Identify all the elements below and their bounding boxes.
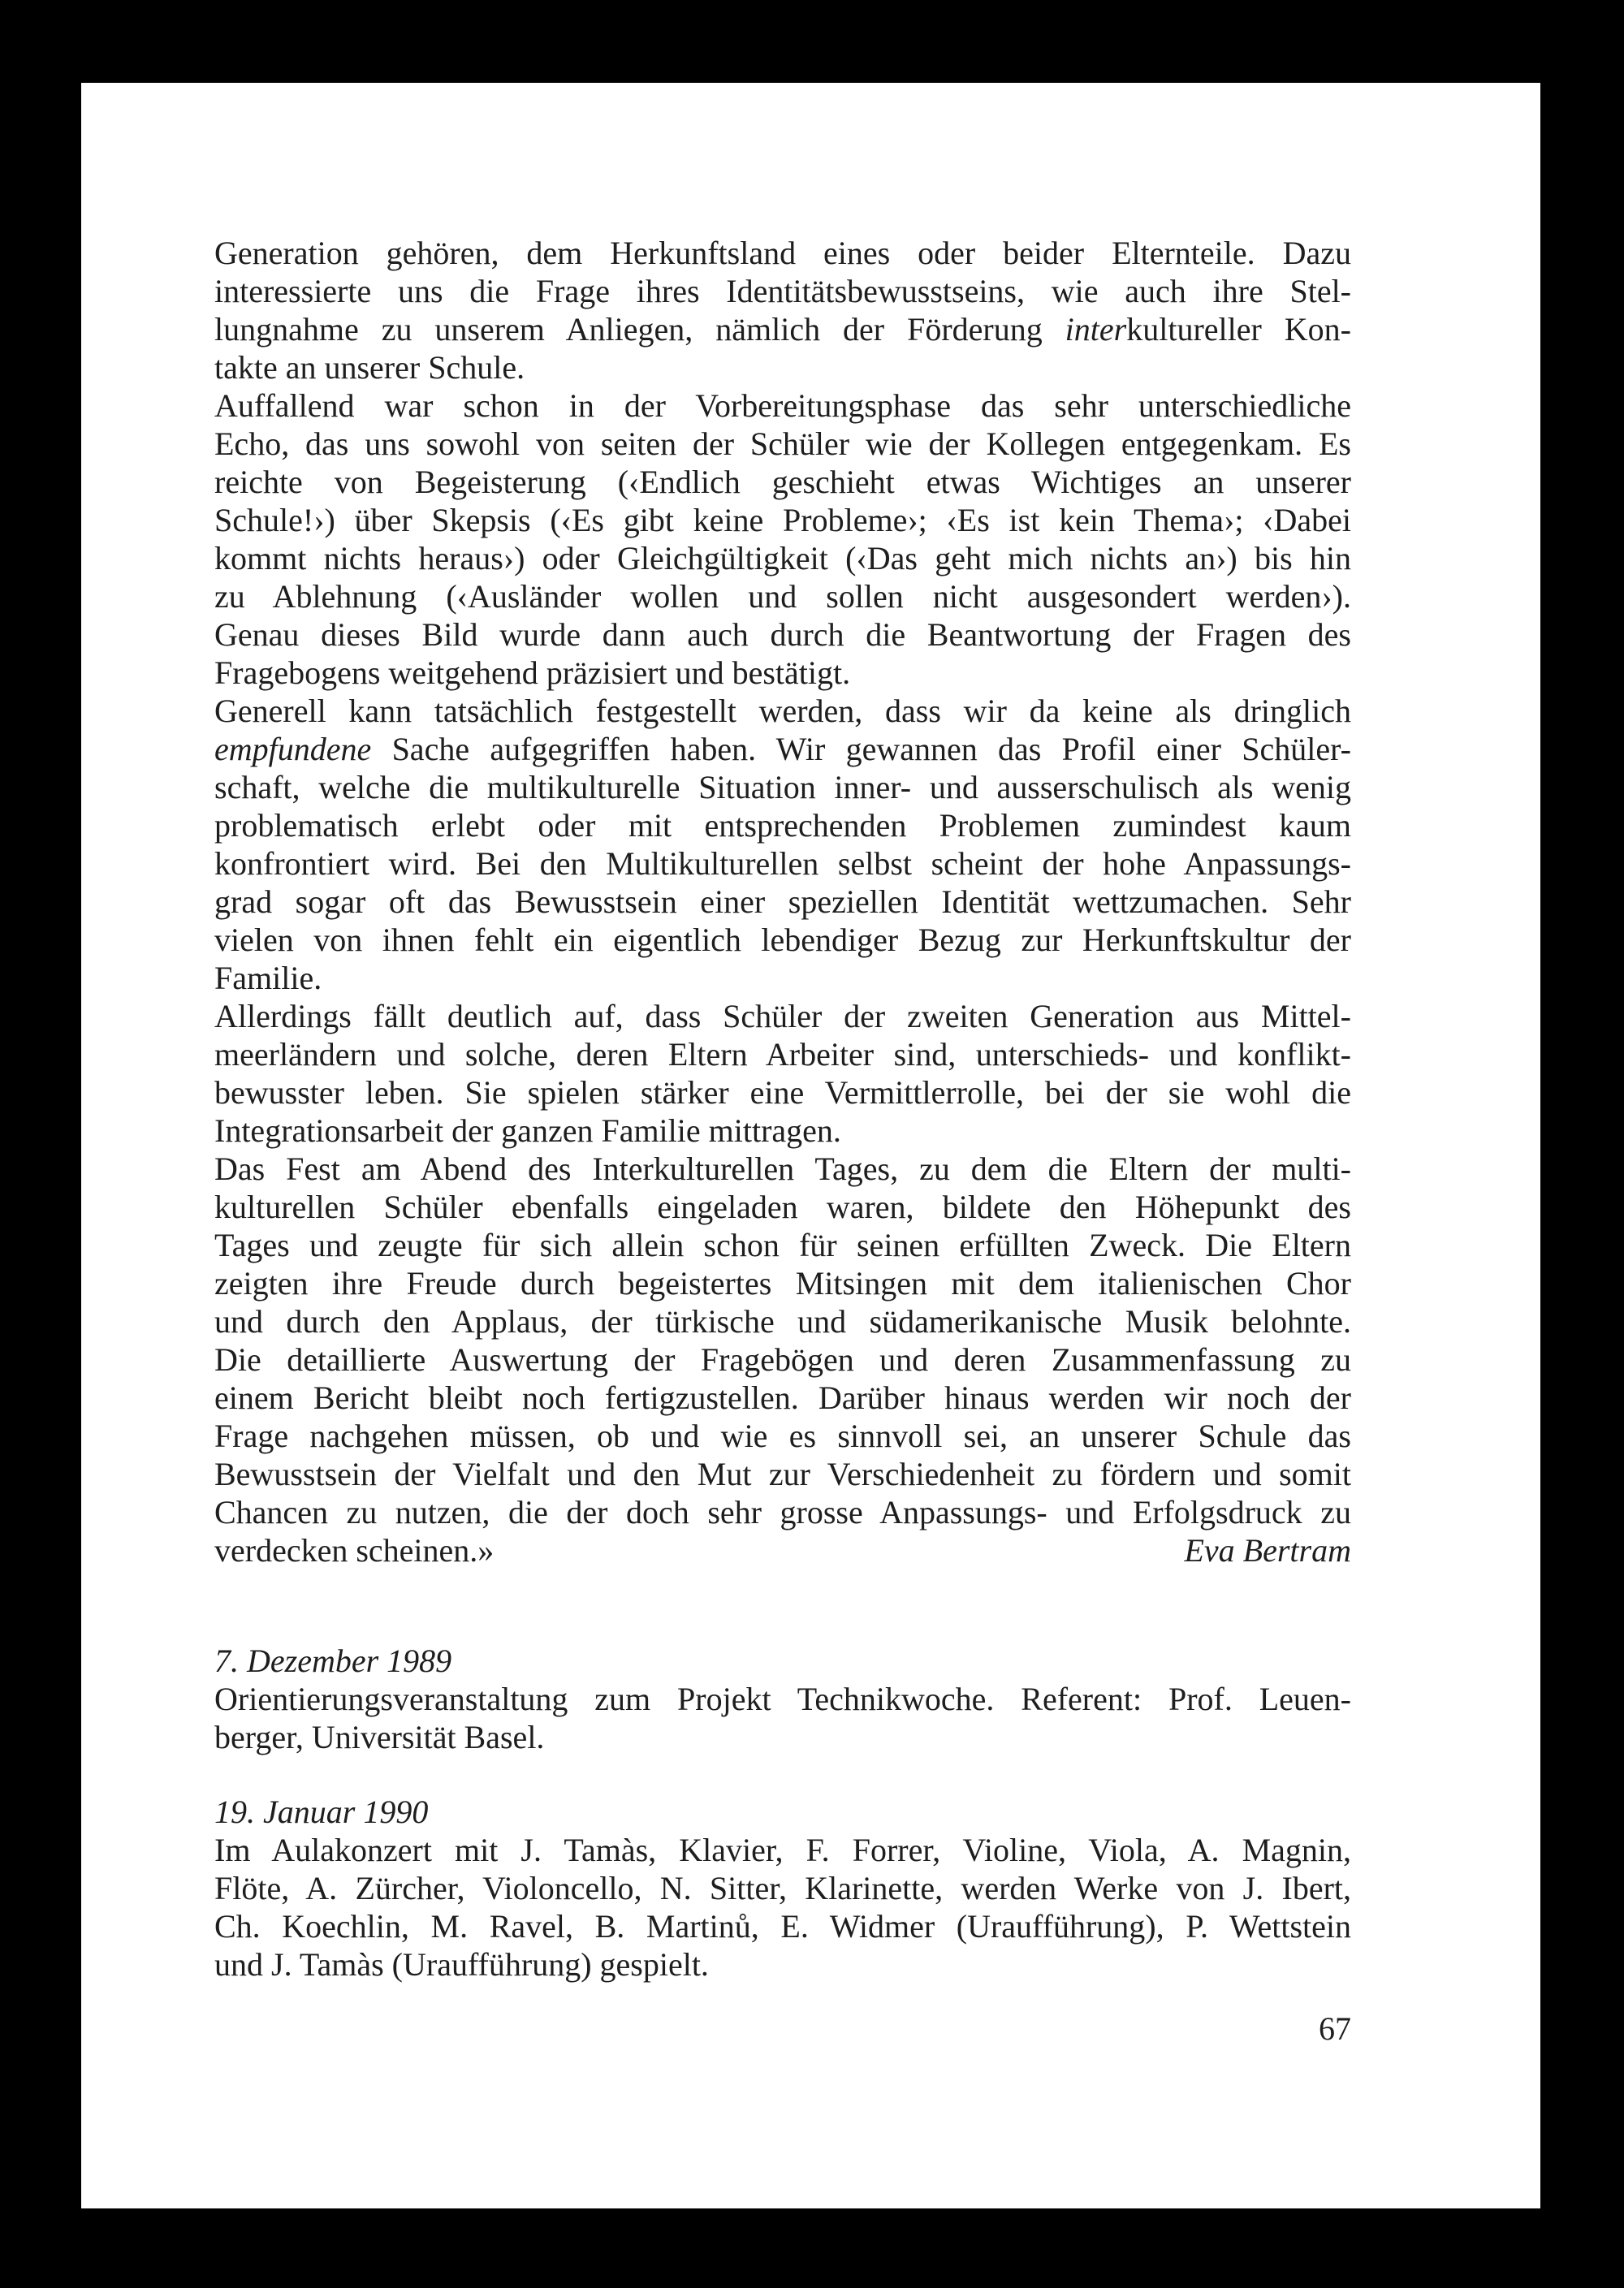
text-line [214,768,1351,806]
entry-date: 19. Januar 1990 [214,1794,429,1830]
text-segment: verdecken scheinen.» [214,1532,495,1569]
text-line [214,348,1351,386]
italic-text: empfundene [214,731,372,767]
text-line [214,1150,1351,1188]
text-segment: schaft, welche die multikulturelle Situation inner- und ausserschulisch als wenig [214,769,1351,805]
text-line [214,539,1351,577]
text-segment: Schule!›) über Skepsis (‹Es gibt keine Probleme›; ‹Es ist kein Thema›; ‹Dabei [214,502,1351,538]
text-line [214,1455,1351,1493]
text-line [214,1073,1351,1112]
text-line [214,501,1351,539]
text-line [214,654,1351,692]
text-line [214,883,1351,921]
entry-date: 7. Dezember 1989 [214,1643,452,1679]
text-line [214,1226,1351,1264]
text-line [214,1112,1351,1150]
text-segment: Familie. [214,960,322,996]
text-segment: Generation gehören, dem Herkunftsland eines oder beider Elternteile. Dazu [214,235,1351,271]
text-segment: Sache aufgegriffen haben. Wir gewannen das Profil einer Schüler- [371,731,1351,767]
text-segment: Chancen zu nutzen, die der doch sehr grosse Anpassungs- und Erfolgsdruck zu [214,1494,1351,1530]
text-segment: Generell kann tatsächlich festgestellt werden, dass wir da keine als dringlich [214,693,1351,729]
entry-text-line: und J. Tamàs (Uraufführung) gespielt. [214,1946,709,1983]
entry-text-line: Orientierungsveranstaltung zum Projekt Technikwoche. Referent: Prof. Leuen- [214,1681,1351,1717]
text-segment: und durch den Applaus, der türkische und südamerikanische Musik belohnte. [214,1303,1351,1340]
entry-text-line: Im Aulakonzert mit J. Tamàs, Klavier, F. Forrer, Violine, Viola, A. Magnin, [214,1832,1351,1868]
text-line [214,463,1351,501]
text-segment: Genau dieses Bild wurde dann auch durch die Beantwortung der Fragen des [214,616,1351,653]
text-segment: reichte von Begeisterung (‹Endlich geschieht etwas Wichtiges an unserer [214,464,1351,500]
text-segment: konfrontiert wird. Bei den Multikulturellen selbst scheint der hohe Anpassungs- [214,845,1351,882]
text-line [214,234,1351,272]
page-number: 67 [1319,2010,1351,2047]
text-line [214,1417,1351,1455]
text-segment: grad sogar oft das Bewusstsein einer speziellen Identität wettzumachen. Sehr [214,883,1351,920]
text-line [214,425,1351,463]
event-entry-januar-1990 [214,1793,1351,1984]
text-line [214,692,1351,730]
text-segment: zeigten ihre Freude durch begeistertes Mitsingen mit dem italienischen Chor [214,1265,1351,1302]
text-line [214,959,1351,997]
text-line [214,1035,1351,1073]
text-line [214,1302,1351,1340]
text-segment: vielen von ihnen fehlt ein eigentlich lebendiger Bezug zur Herkunftskultur der [214,922,1351,958]
text-line [214,730,1351,768]
text-segment: Frage nachgehen müssen, ob und wie es sinnvoll sei, an unserer Schule das [214,1418,1351,1454]
text-segment: bewusster leben. Sie spielen stärker eine Vermittlerrolle, bei der sie wohl die [214,1074,1351,1111]
entry-text-line: Flöte, A. Zürcher, Violoncello, N. Sitter, Klarinette, werden Werke von J. Ibert, [214,1870,1351,1906]
text-segment: kommt nichts heraus›) oder Gleichgültigkeit (‹Das geht mich nichts an›) bis hin [214,540,1351,576]
text-line [214,997,1351,1035]
text-segment: Tages und zeugte für sich allein schon für seinen erfüllten Zweck. Die Eltern [214,1227,1351,1263]
text-line [214,386,1351,425]
text-line [214,1531,1351,1569]
text-segment: takte an unserer Schule. [214,349,525,386]
text-segment: kultureller Kon- [1126,311,1351,348]
text-segment: zu Ablehnung (‹Ausländer wollen und sollen nicht ausgesondert werden›). [214,578,1351,615]
text-line [214,1379,1351,1417]
text-line [214,577,1351,615]
text-segment: Echo, das uns sowohl von seiten der Schüler wie der Kollegen entgegenkam. Es [214,425,1351,462]
text-segment: Auffallend war schon in der Vorbereitungsphase das sehr unterschiedliche [214,387,1351,424]
text-segment: problematisch erlebt oder mit entsprechenden Problemen zumindest kaum [214,807,1351,844]
text-line [214,310,1351,348]
text-segment: Die detaillierte Auswertung der Fragebögen und deren Zusammenfassung zu [214,1341,1351,1378]
text-line [214,1340,1351,1379]
text-line [214,1188,1351,1226]
text-segment: Bewusstsein der Vielfalt und den Mut zur Verschiedenheit zu fördern und somit [214,1456,1351,1492]
text-segment: interessierte uns die Frage ihres Identitätsbewusstseins, wie auch ihre Stel- [214,273,1351,309]
text-line [214,921,1351,959]
text-line [214,1264,1351,1302]
text-segment: Das Fest am Abend des Interkulturellen Tages, zu dem die Eltern der multi- [214,1150,1351,1187]
text-line [214,806,1351,844]
italic-text: inter [1065,311,1127,348]
entry-text-line: berger, Universität Basel. [214,1719,545,1755]
text-segment: Allerdings fällt deutlich auf, dass Schüler der zweiten Generation aus Mittel- [214,998,1351,1034]
text-segment: einem Bericht bleibt noch fertigzustellen. Darüber hinaus werden wir noch der [214,1379,1351,1416]
text-segment: meerländern und solche, deren Eltern Arbeiter sind, unterschieds- und konflikt- [214,1036,1351,1073]
text-line [214,615,1351,654]
entry-text-line: Ch. Koechlin, M. Ravel, B. Martinů, E. Widmer (Uraufführung), P. Wettstein [214,1908,1351,1945]
text-segment: Fragebogens weitgehend präzisiert und bestätigt. [214,654,851,691]
text-segment: Integrationsarbeit der ganzen Familie mittragen. [214,1112,841,1149]
text-segment: lungnahme zu unserem Anliegen, nämlich der Förderung [214,311,1065,348]
article-text [214,234,1351,1569]
document-page [81,83,1540,2208]
text-line [214,844,1351,883]
text-line [214,272,1351,310]
event-entry-dezember-1989 [214,1642,1351,1756]
text-segment: kulturellen Schüler ebenfalls eingeladen waren, bildete den Höhepunkt des [214,1189,1351,1225]
author-signature: Eva Bertram [1184,1532,1351,1569]
text-line [214,1493,1351,1531]
